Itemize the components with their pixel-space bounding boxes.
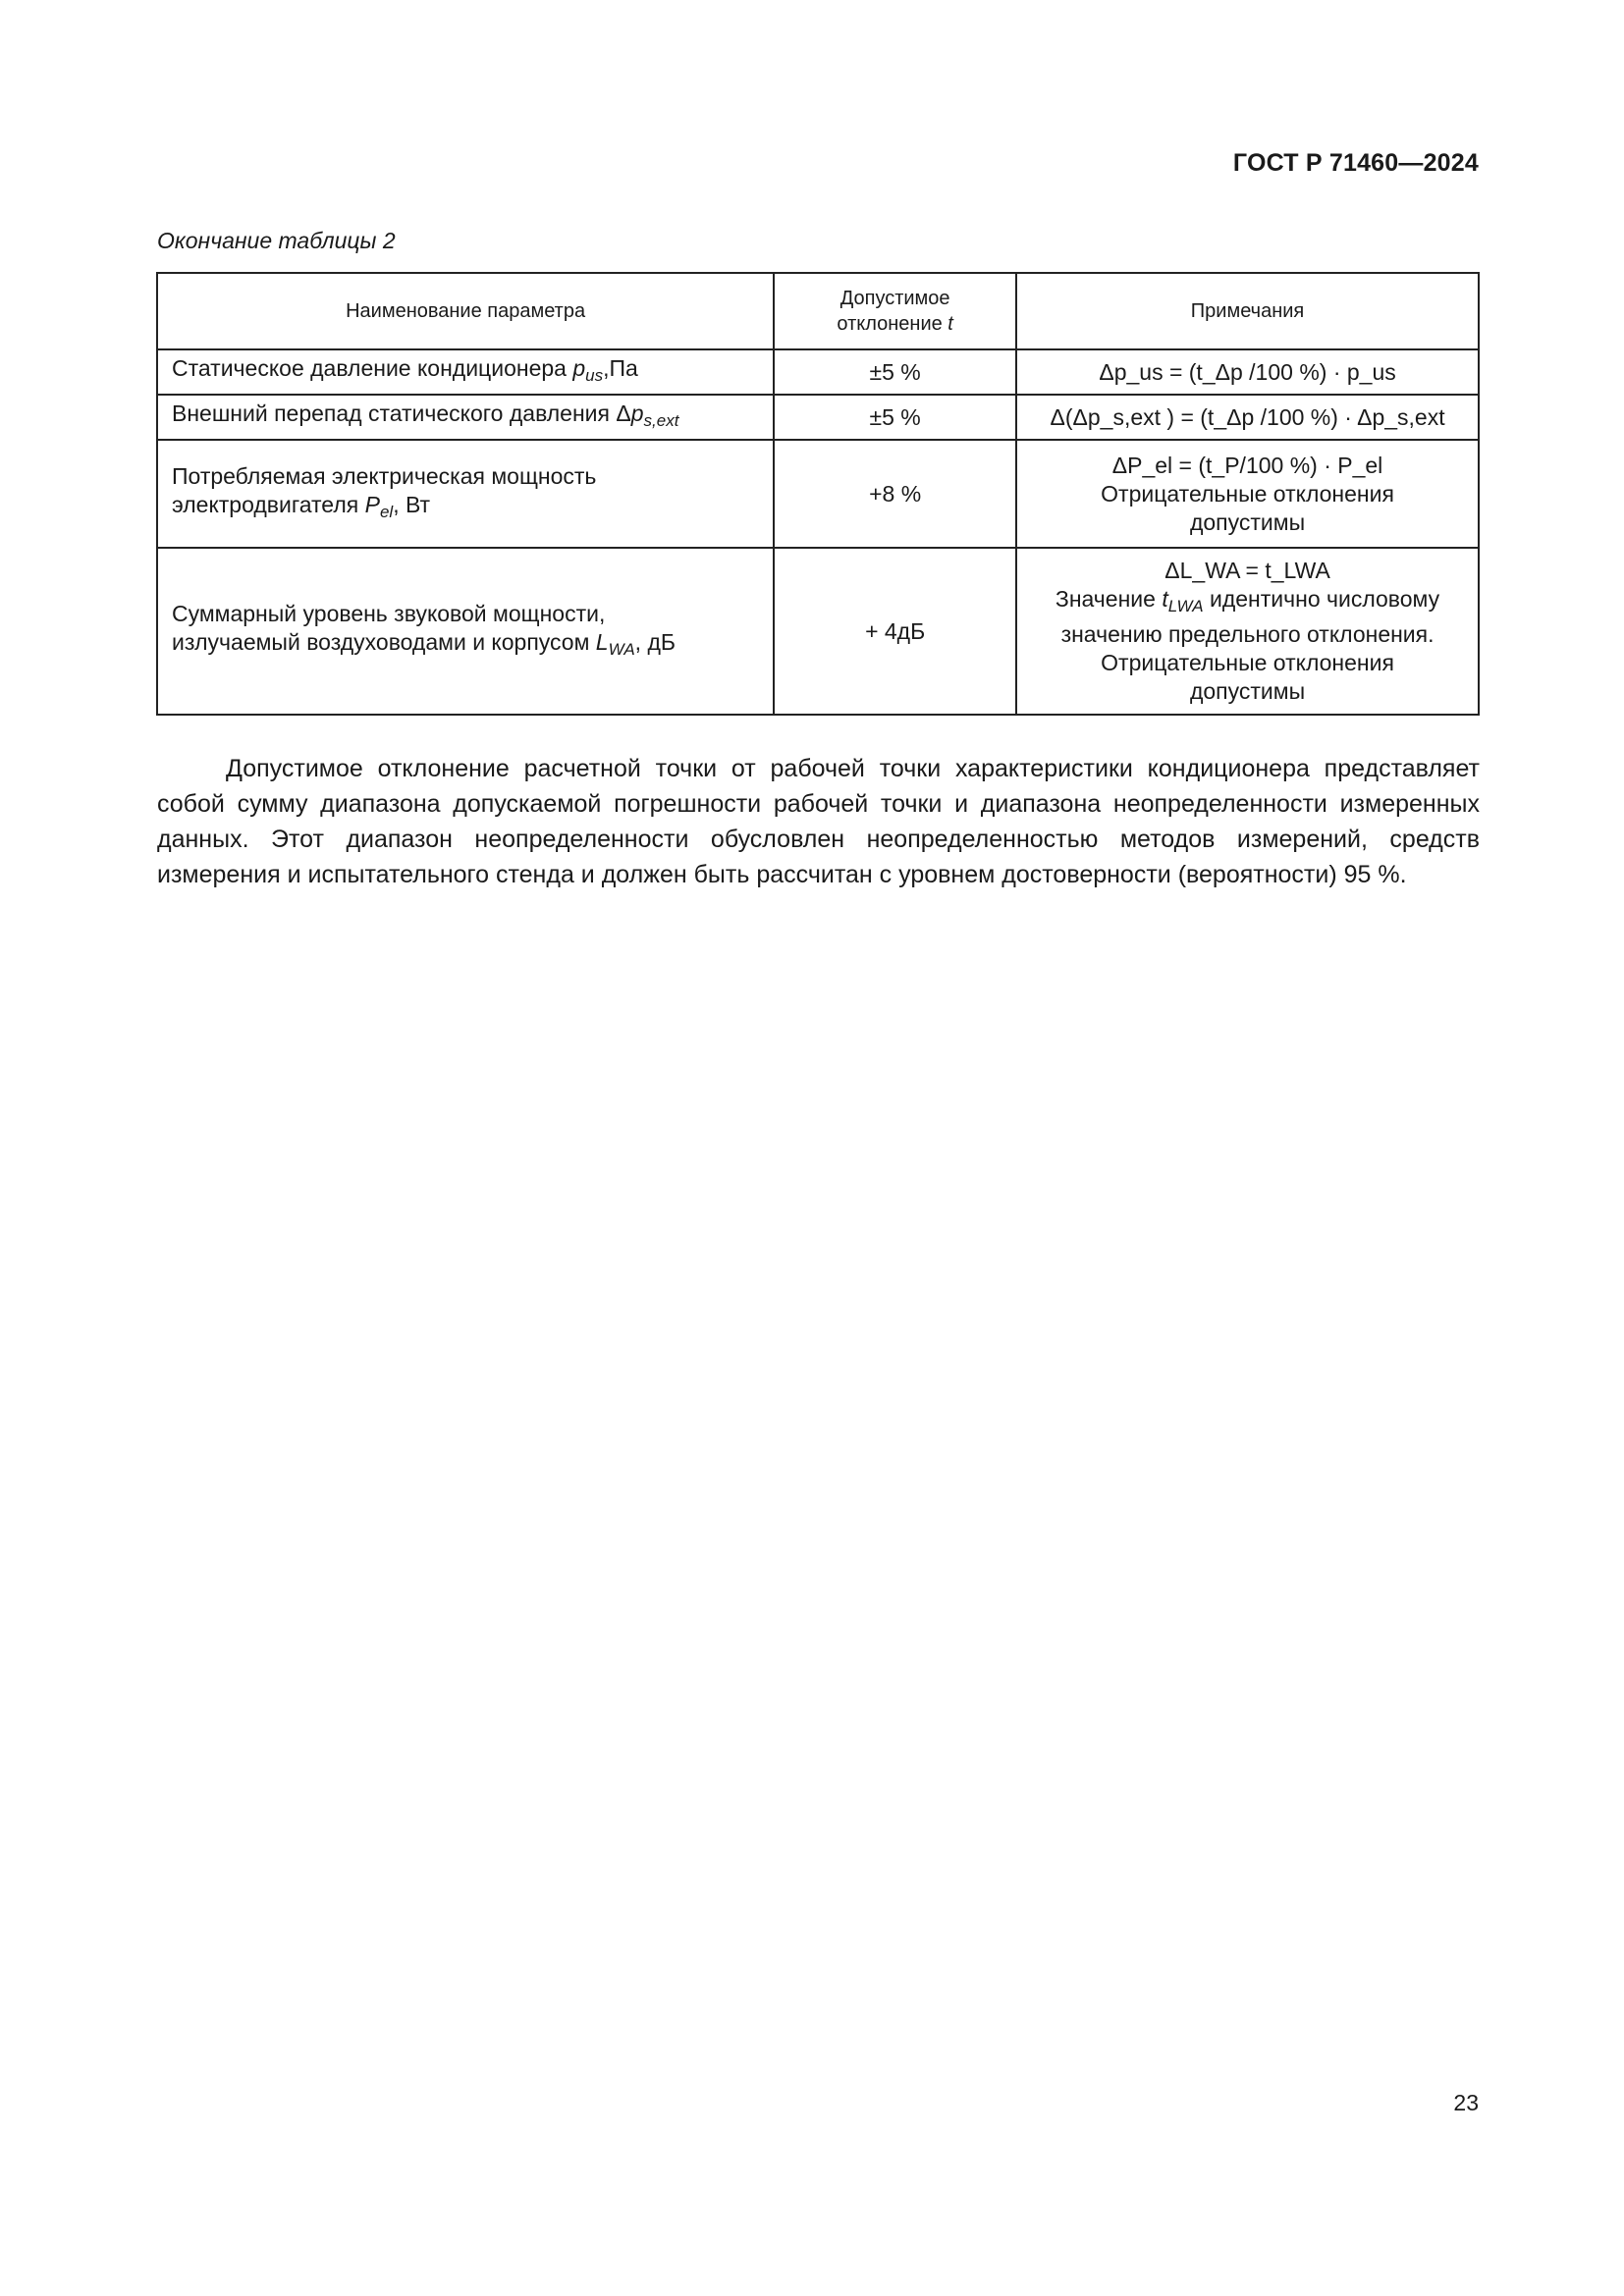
row-param xyxy=(157,395,774,440)
note-formula: ΔP_el = (t_P/100 %) · P_el xyxy=(1111,452,1383,478)
param-text: Статическое давление кондиционера xyxy=(172,355,573,381)
note-line2: значению предельного отклонения. xyxy=(1060,621,1435,647)
table-row xyxy=(157,548,1479,715)
row-deviation: ±5 % xyxy=(774,395,1016,440)
row-note-formula: Δ(Δp_s,ext ) = (t_Δp /100 %) · Δp_s,ext xyxy=(1016,395,1479,440)
body-paragraph xyxy=(157,751,1480,892)
param-symbol: p xyxy=(630,400,644,426)
note-line1-pre: Значение xyxy=(1055,586,1163,612)
param-tail: ,Па xyxy=(603,355,638,381)
param-text: электродвигателя xyxy=(172,491,365,517)
param-text: излучаемый воздуховодами и корпусом xyxy=(172,628,596,655)
param-symbol: p xyxy=(572,355,586,381)
note-line4: допустимы xyxy=(1189,678,1306,704)
row-note xyxy=(1016,440,1479,548)
parameters-table xyxy=(156,272,1480,716)
standard-code: ГОСТ Р 71460—2024 xyxy=(1232,149,1479,177)
row-param xyxy=(157,349,774,395)
table-row xyxy=(157,395,1479,440)
table-header-row xyxy=(157,273,1479,349)
param-subscript: s,ext xyxy=(643,411,679,430)
param-subscript: el xyxy=(379,502,394,521)
param-text: Внешний перепад статического давления Δ xyxy=(172,400,631,426)
param-subscript: WA xyxy=(608,639,635,659)
row-note xyxy=(1016,548,1479,715)
param-symbol: P xyxy=(364,491,380,517)
table-caption: Окончание таблицы 2 xyxy=(157,228,396,253)
row-deviation: ±5 % xyxy=(774,349,1016,395)
param-tail: , Вт xyxy=(393,491,431,517)
note-formula: ΔL_WA = t_LWA xyxy=(1164,558,1330,583)
note-line1-symbol: t xyxy=(1162,586,1168,612)
row-deviation: + 4дБ xyxy=(774,548,1016,715)
note-line1: Отрицательные отклонения xyxy=(1101,480,1394,507)
param-tail: , дБ xyxy=(634,628,676,655)
header-notes: Примечания xyxy=(1016,273,1479,349)
param-line1: Потребляемая электрическая мощность xyxy=(172,462,597,489)
table-row xyxy=(157,440,1479,548)
header-deviation xyxy=(774,273,1016,349)
page-number: 23 xyxy=(1453,2090,1479,2115)
row-param xyxy=(157,440,774,548)
row-note-formula: Δp_us = (t_Δp /100 %) · p_us xyxy=(1016,349,1479,395)
header-param: Наименование параметра xyxy=(157,273,774,349)
paragraph-text: Допустимое отклонение расчетной точки от рабочей точки характеристики кондиционера представляет собой сумму диапазона допускаемой погрешности рабочей точки и диапазона неопределенности измеренных данных. Этот диапазон неопределенности обусловлен неопределенностью методов измерений, средств измерения и испытательного стенда и должен быть рассчитан с уровнем достоверности (вероятности) 95 %. xyxy=(157,755,1480,888)
param-line1: Суммарный уровень звуковой мощности, xyxy=(172,600,606,626)
note-line1-post: идентично числовому xyxy=(1203,586,1440,612)
table-row xyxy=(157,349,1479,395)
header-deviation-symbol: t xyxy=(947,313,953,335)
row-param xyxy=(157,548,774,715)
param-symbol: L xyxy=(595,628,609,655)
row-deviation: +8 % xyxy=(774,440,1016,548)
note-line1-subscript: LWA xyxy=(1167,597,1204,615)
note-line3: Отрицательные отклонения xyxy=(1101,650,1394,675)
header-deviation-line2: отклонение xyxy=(837,313,943,335)
header-deviation-line1: Допустимое xyxy=(839,288,950,309)
param-subscript: us xyxy=(585,366,604,385)
note-line2: допустимы xyxy=(1189,508,1306,535)
